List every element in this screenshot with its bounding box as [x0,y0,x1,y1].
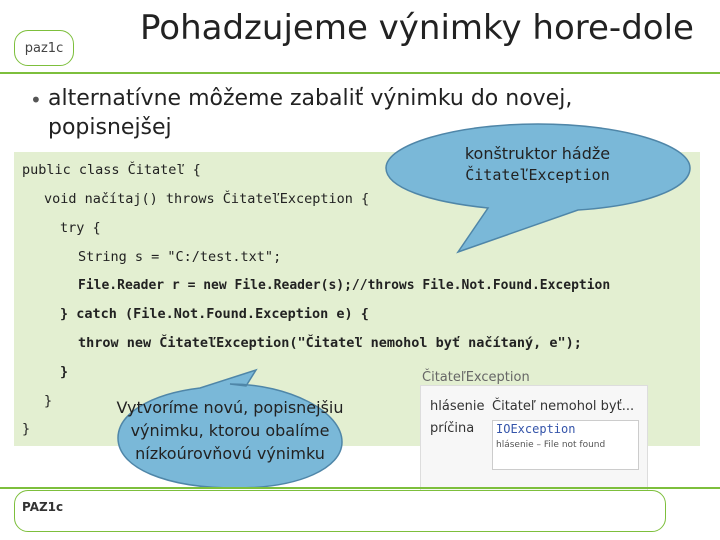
code-line-6: } catch (File.Not.Found.Exception e) { [60,306,369,322]
dialog-row1-value: Čitateľ nemohol byť... [492,399,635,414]
bullet-dot: • [30,88,42,112]
dialog-row1-label: hlásenie [430,399,485,414]
code-line-4: String s = "C:/test.txt"; [78,249,282,265]
callout-top [385,122,690,214]
footer-divider [0,487,720,489]
dialog-title: ČitateľException [422,370,530,385]
code-line-5: File.Reader r = new File.Reader(s);//throws File.Not.Found.Exception [78,278,611,293]
inner-exception-title: IOException [496,422,576,436]
code-line-9: } [44,393,53,409]
callout-bottom-text: Vytvoríme novú, popisnejšiu výnimku, ktorou obalíme nízkoúrovňovú výnimku [116,398,344,463]
code-line-10: } [22,421,31,437]
dialog-row2-label: príčina [430,421,475,436]
course-tag-label: paz1c [24,40,64,56]
callout-top-line2: ČitateľException [465,166,610,184]
footer-label: PAZ1c [22,500,64,514]
code-line-2: void načítaj() throws ČitateľException { [44,191,370,207]
code-line-3: try { [60,220,101,236]
inner-exception-message: hlásenie – File not found [496,440,606,450]
footer-box [14,490,666,532]
code-line-7: throw new ČitateľException("Čitateľ nemohol byť načítaný, e"); [78,335,582,351]
slide-title: Pohadzujeme výnimky hore-dole [140,8,694,48]
bullet-text: alternatívne môžeme zabaliť výnimku do novej, popisnejšej [48,86,573,140]
code-line-8: } [60,364,69,380]
callout-top-line1: konštruktor hádže [464,144,611,163]
code-line-1: public class Čitateľ { [22,162,201,178]
